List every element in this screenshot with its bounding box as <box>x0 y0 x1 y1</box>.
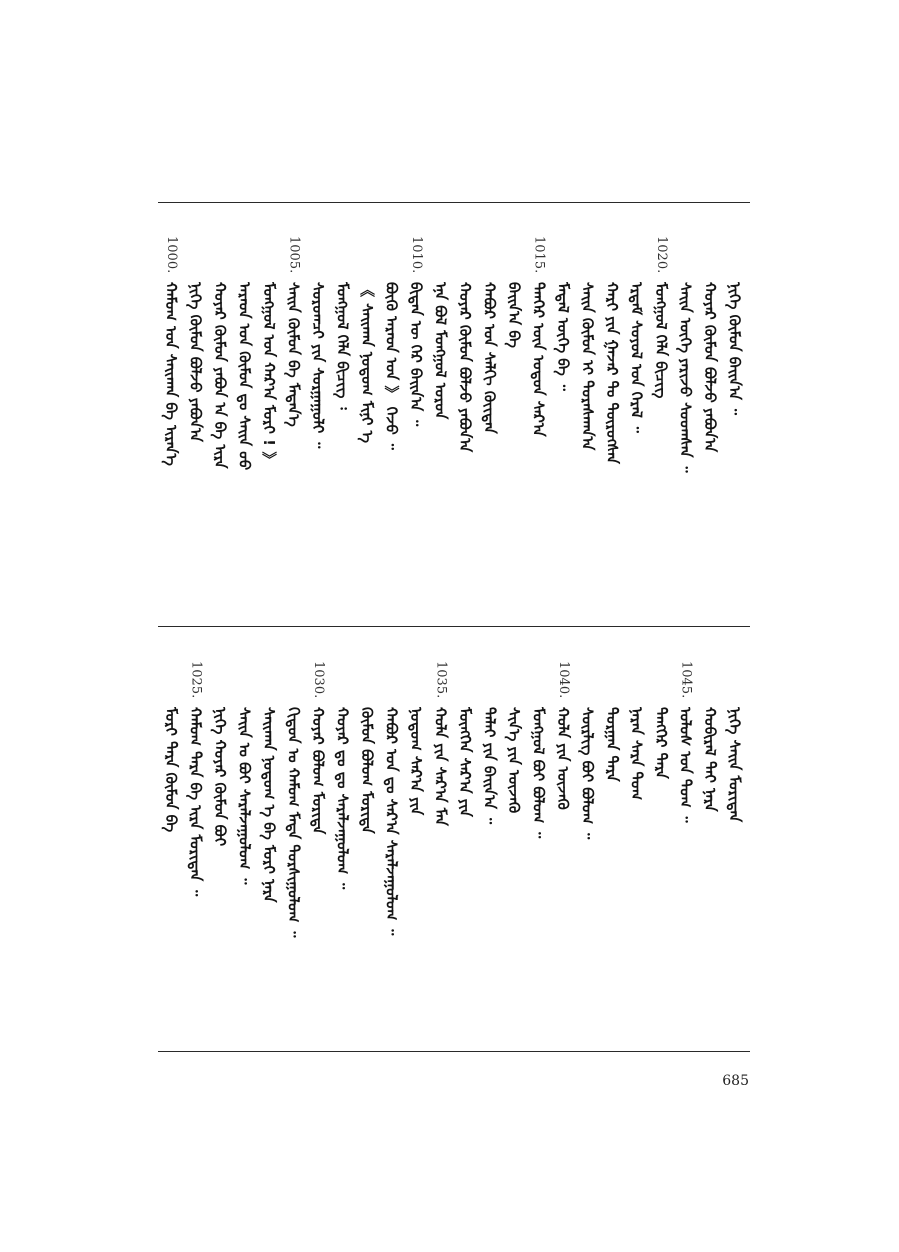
verse-line: ᠡᠨᠡ ᠪᠣᠯ ᠮᠣᠩᠭᠣᠯ ᠣᠷᠣᠨ <box>431 282 450 420</box>
verse-line: ᠬᠣᠶᠠᠷ ᠬᠦᠮᠦᠨ ᠶᠠᠪᠤᠨ ᠠ ᠪᠡ ᠢᠷᠡ <box>211 282 229 469</box>
line-number: 1015. <box>531 236 547 274</box>
verse-panel-upper <box>158 212 750 616</box>
verse-line: ᠳᠠᠯᠠᠢ ᠶᠢᠨ ᠪᠠᠢᠨ᠎ᠠ ᠃ <box>480 707 499 825</box>
verse-line: ᠬᠣᠶᠠᠷ ᠳᠤ ᠳᠤ ᠰᠠᠷᠠᠯᠵᠠᠭᠤᠯᠤᠭ ᠃ <box>333 707 352 890</box>
verse-line: ᠰᠠᠢᠨ ᠬᠦᠮᠦᠨ ᠪᠡ ᠮᠡᠳᠡᠨ᠎ᠡ <box>284 282 303 427</box>
verse-line: ᠨᠢᠭᠡ ᠬᠣᠶᠠᠷ ᠬᠦᠮᠦᠨ ᠪᠤᠢ <box>211 707 229 847</box>
verse-line: ᠪᠢᠳᠡᠨ ᠦ ᠭᠡᠷ ᠪᠠᠢᠨ᠎ᠠ ᠃ <box>407 282 425 427</box>
verse-line: ᠬᠣᠶᠠᠷ ᠬᠦᠮᠦᠨ ᠪᠣᠯᠵᠤ ᠶᠠᠪᠤᠨ᠎ᠠ <box>701 282 719 453</box>
line-number: 1040. <box>556 661 571 699</box>
verse-line: ᠤᠯᠤᠰ ᠤᠨ ᠲᠤᠭ ᠃ <box>676 707 695 823</box>
line-number: 1005. <box>286 236 302 274</box>
verse-line: ᠰᠠᠢᠨ ᠤ ᠪᠤᠢ ᠰᠠᠷᠠᠯᠵᠠᠭᠤᠯᠤᠭ ᠃ <box>235 707 254 885</box>
verse-line: ᠮᠥᠩᠭᠡᠨ ᠰᠠᠷ᠎ᠠ ᠶᠢᠨ <box>456 707 474 817</box>
verse-line: ᠨᠤᠲᠤᠭ ᠰᠠᠷ᠎ᠠ ᠶᠢᠨ <box>407 707 425 816</box>
verse-line: ᠬᠠᠪᠤᠷ ᠤᠨ ᠰᠠᠯᠬᠢ ᠬᠦᠢᠲᠡᠨ <box>480 282 499 434</box>
verse-line: ᠰᠢᠨ᠎ᠡ ᠶᠢᠨ ᠦᠵᠡᠭᠦ <box>505 707 523 814</box>
verse-line: ᠲᠡᠩᠭᠡᠷ ᠲᠡᠷᠡ <box>652 707 670 779</box>
verse-line: ᠬᠤᠪᠢᠷᠠᠯ ᠲᠠᠢ ᠨᠡᠷᠡ <box>701 707 719 812</box>
verse-panel-lower <box>158 637 750 1041</box>
verse-line: ᠬᠠᠮᠤᠭ ᠲᠡᠷᠡ ᠪᠡ ᠢᠷᠡ ᠮᠣᠷᠢᠳᠠᠨ ᠃ <box>186 707 205 897</box>
verse-line: ᠮᠣᠩᠭᠣᠯ ᠤᠨ ᠬᠠᠷ᠎ᠠ ᠮᠣᠷᠢ ! 》 <box>260 282 278 467</box>
verse-line: ᠲᠡᠨᠭᠡᠷ ᠦᠨ ᠣᠳᠣᠨ ᠰᠠᠷ᠎ᠠ <box>529 282 548 437</box>
line-number: 1020. <box>654 236 669 274</box>
line-number: 1035. <box>433 661 449 699</box>
bottom-rule <box>158 1051 750 1052</box>
verse-line: ᠪᠦᠬᠦ ᠠᠷᠠᠳ ᠤᠨ 》 ᠭᠡᠵᠦ ᠃ <box>382 282 401 450</box>
verse-line: ᠠᠷᠠᠳ ᠤᠨ ᠬᠦᠮᠦᠨ ᠳᠤ ᠰᠠᠢᠨ ᠤᠤ <box>235 282 254 471</box>
verse-line: ᠬᠢᠳᠤᠨ ᠤ ᠬᠠᠮᠤᠭ ᠮᠡᠳᠡ ᠲᠤᠷᠰᠢᠭᠤᠯᠤᠭ ᠃ <box>284 707 303 938</box>
verse-line: ᠰᠠᠢᠨ ᠬᠦᠮᠦᠨ ᠢ ᠳᠤᠷᠠᠰᠬᠠᠨ᠎ᠠ <box>578 282 597 451</box>
verse-line: ᠰᠤᠷᠤᠭᠴᠢ ᠶᠢᠨ ᠰᠤᠷᠭᠠᠭᠤᠯᠢ ᠃ <box>309 282 327 449</box>
line-number: 1025. <box>188 661 204 699</box>
verse-line: ᠬᠠᠮᠤᠭ ᠤᠨ ᠰᠠᠢᠬᠠᠨ ᠪᠡ ᠢᠷᠡᠨ᠎ᠡ <box>162 282 180 466</box>
verse-line: ᠨᠢᠭᠡ ᠰᠠᠢᠨ ᠮᠣᠷᠢᠳᠠᠨ <box>725 707 744 823</box>
line-number: 1000. <box>164 236 179 274</box>
verse-line: ᠨᠢᠭᠡ ᠬᠦᠮᠦᠨ ᠪᠠᠢᠨ᠎ᠠ ᠃ <box>725 282 744 415</box>
verse-line: ᠰᠠᠢᠬᠠᠨ ᠨᠤᠲᠤᠭ ᠡ ᠪᠡ ᠮᠣᠷᠢ ᠨᠡᠷᠡ <box>260 707 278 903</box>
verse-line: ᠨᠢᠭᠡ ᠬᠦᠮᠦᠨ ᠪᠣᠯᠵᠤ ᠶᠠᠪᠤᠨ᠎ᠠ <box>186 282 205 442</box>
line-number: 1030. <box>311 661 326 699</box>
verse-line: ᠬᠣᠯᠠ ᠶᠢᠨ ᠰᠠᠷ᠎ᠠ ᠮᠠᠨ <box>431 707 450 826</box>
top-rule <box>158 202 750 203</box>
verse-line: ᠮᠡᠳᠡᠯ ᠦᠭᠡ ᠪᠡ ᠃ <box>554 282 572 391</box>
verse-line: ᠮᠣᠩᠭᠣᠯ ᠪᠤᠢ ᠪᠤᠯᠤᠭ ᠃ <box>529 707 548 839</box>
verse-line: ᠮᠣᠷᠢ ᠲᠡᠷᠡ ᠬᠦᠮᠦᠨ ᠪᠡ <box>162 707 180 833</box>
verse-line: ᠲᠣᠷᠭᠠᠨ ᠲᠡᠷᠡ <box>603 707 621 782</box>
verse-line: ᠬᠣᠯᠠ ᠶᠢᠨ ᠦᠵᠡᠭᠦ <box>554 707 572 810</box>
verse-line: ᠬᠠᠪᠤᠷ ᠤᠨ ᠳᠤ ᠰᠠᠷ᠎ᠠ ᠰᠠᠷᠠᠯᠵᠠᠭᠤᠯᠤᠭ ᠃ <box>382 707 401 936</box>
middle-rule <box>158 626 750 627</box>
verse-line: ᠰᠠᠢᠨ ᠦᠭᠡ ᠶᠠᠷᠢᠵᠤ ᠰᠤᠤᠭᠰᠠᠨ ᠃ <box>676 282 695 473</box>
verse-line: ᠬᠣᠶᠠᠷ ᠪᠤᠯᠤᠭ ᠮᠣᠷᠢᠳᠠ <box>309 707 327 835</box>
line-number: 1010. <box>409 236 424 274</box>
verse-line: ᠮᠣᠩᠭᠣᠯ ᠬᠡᠯᠡ ᠪᠢᠴᠢᠭ <box>652 282 670 399</box>
verse-line: ᠮᠣᠩᠭᠣᠯ ᠬᠡᠯᠡ ᠪᠢᠴᠢᠭ ᠄ <box>333 282 352 410</box>
verse-line: ᠪᠠᠢᠨ᠎ᠠ ᠪᠡ <box>505 282 523 348</box>
verse-line: ᠨᠠᠷᠠᠨ ᠰᠠᠷᠠ ᠲᠤᠭ <box>627 707 646 801</box>
verse-line: ᠬᠠᠷᠢ ᠶᠢᠨ ᠭᠠᠵᠠᠷ ᠲᠤ ᠲᠦᠷᠦᠭᠰᠡᠨ <box>603 282 621 464</box>
verse-line: ᠬᠦᠮᠦᠨ ᠪᠤᠯᠤᠭ ᠮᠣᠷᠢᠳᠠ <box>358 707 376 834</box>
line-number: 1045. <box>678 661 694 699</box>
verse-line: 《 ᠰᠠᠢᠬᠠᠨ ᠨᠤᠲᠤᠭ ᠮᠢᠨᠢ ᠡ <box>358 282 376 443</box>
page-number: 685 <box>722 1073 749 1089</box>
verse-line: ᠰᠦᠷᠯᠢᠭ ᠪᠤᠢ ᠪᠤᠯᠤᠭ ᠃ <box>578 707 597 840</box>
verse-line: ᠬᠣᠶᠠᠷ ᠬᠦᠮᠦᠨ ᠪᠣᠯᠵᠤ ᠶᠠᠪᠤᠨ᠎ᠠ <box>456 282 474 453</box>
verse-line: ᠡᠷᠳᠡᠮ ᠰᠣᠶᠣᠯ ᠤᠨ ᠭᠡᠷᠡᠯ ᠃ <box>627 282 646 433</box>
